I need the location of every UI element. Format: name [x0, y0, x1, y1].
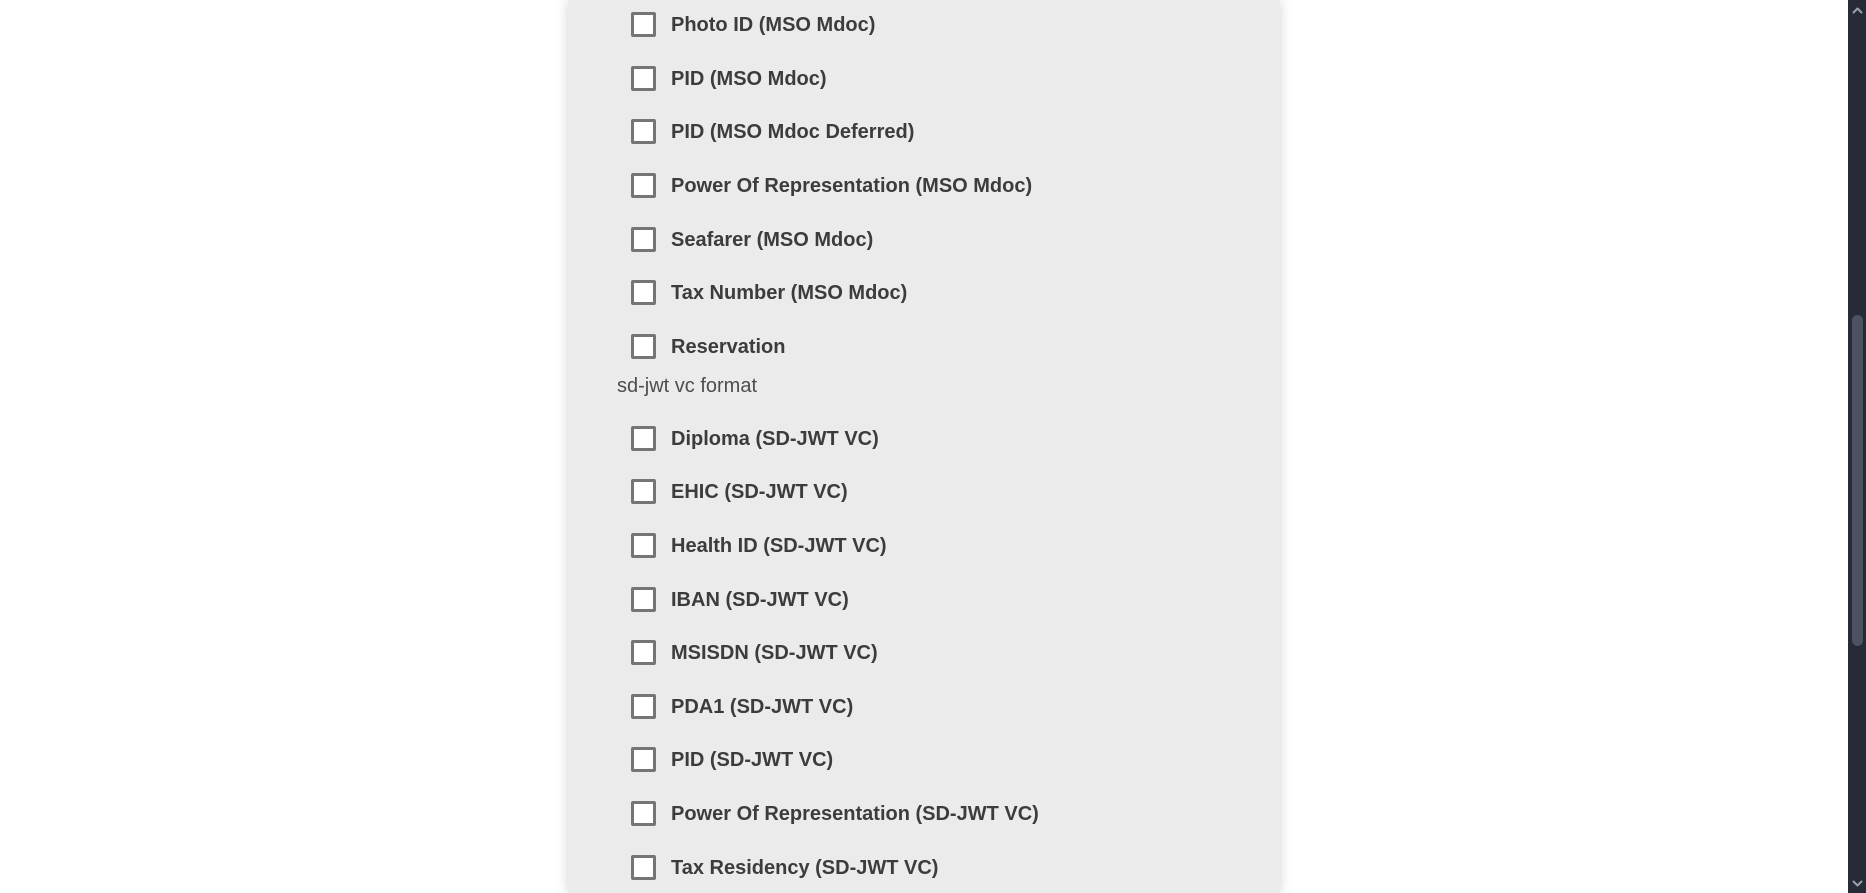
credential-option-row[interactable] [568, 266, 1280, 320]
credential-option-label: MSISDN (SD-JWT VC) [671, 642, 878, 665]
checkbox[interactable] [631, 280, 656, 305]
credential-option-label: Tax Number (MSO Mdoc) [671, 282, 908, 305]
credential-option-row[interactable] [568, 733, 1280, 787]
credential-option-row[interactable] [568, 212, 1280, 266]
credential-option-label: PID (MSO Mdoc Deferred) [671, 121, 915, 144]
credential-option-label: Reservation [671, 335, 786, 358]
credential-option-row[interactable] [568, 840, 1280, 893]
credential-option-label: Seafarer (MSO Mdoc) [671, 228, 874, 251]
credential-option-row[interactable] [568, 0, 1280, 52]
credential-option-row[interactable] [568, 159, 1280, 213]
credential-option-label: PID (MSO Mdoc) [671, 67, 827, 90]
credential-option-row[interactable] [568, 52, 1280, 106]
checkbox[interactable] [631, 173, 656, 198]
credential-option-label: Diploma (SD-JWT VC) [671, 427, 879, 450]
credential-option-row[interactable] [568, 465, 1280, 519]
credential-option-label: PID (SD-JWT VC) [671, 749, 834, 772]
scrollbar-down-button[interactable] [1848, 874, 1866, 892]
credential-list-panel [568, 0, 1280, 893]
checkbox[interactable] [631, 694, 656, 719]
checkbox[interactable] [631, 855, 656, 880]
credential-option-label: PDA1 (SD-JWT VC) [671, 695, 854, 718]
checkbox[interactable] [631, 12, 656, 37]
checkbox[interactable] [631, 479, 656, 504]
checkbox[interactable] [631, 119, 656, 144]
credential-option-label: Tax Residency (SD-JWT VC) [671, 856, 939, 879]
credential-option-row[interactable] [568, 626, 1280, 680]
credential-option-row[interactable] [568, 787, 1280, 841]
checkbox[interactable] [631, 747, 656, 772]
checkbox[interactable] [631, 334, 656, 359]
credential-option-row[interactable] [568, 105, 1280, 159]
checkbox[interactable] [631, 801, 656, 826]
scrollbar-thumb[interactable] [1852, 315, 1863, 646]
chevron-down-icon [1852, 880, 1863, 887]
checkbox[interactable] [631, 227, 656, 252]
credential-option-label: Photo ID (MSO Mdoc) [671, 14, 876, 37]
chevron-up-icon [1852, 7, 1863, 14]
checkbox[interactable] [631, 66, 656, 91]
credential-option-label: EHIC (SD-JWT VC) [671, 481, 848, 504]
credential-option-row[interactable] [568, 680, 1280, 734]
credential-option-label: Health ID (SD-JWT VC) [671, 535, 887, 558]
format-section-header [568, 373, 1280, 411]
credential-option-row[interactable] [568, 320, 1280, 374]
format-section-header-label: sd-jwt vc format [617, 374, 758, 397]
credential-option-label: Power Of Representation (MSO Mdoc) [671, 175, 1033, 198]
checkbox[interactable] [631, 533, 656, 558]
checkbox[interactable] [631, 640, 656, 665]
scrollbar-up-button[interactable] [1848, 1, 1866, 19]
credential-option-row[interactable] [568, 572, 1280, 626]
credential-option-row[interactable] [568, 519, 1280, 573]
credential-option-row[interactable] [568, 412, 1280, 466]
checkbox[interactable] [631, 426, 656, 451]
window-scrollbar[interactable] [1848, 0, 1866, 893]
credential-option-label: IBAN (SD-JWT VC) [671, 588, 849, 611]
credential-options-list [568, 0, 1280, 893]
credential-option-label: Power Of Representation (SD-JWT VC) [671, 803, 1039, 825]
checkbox[interactable] [631, 587, 656, 612]
